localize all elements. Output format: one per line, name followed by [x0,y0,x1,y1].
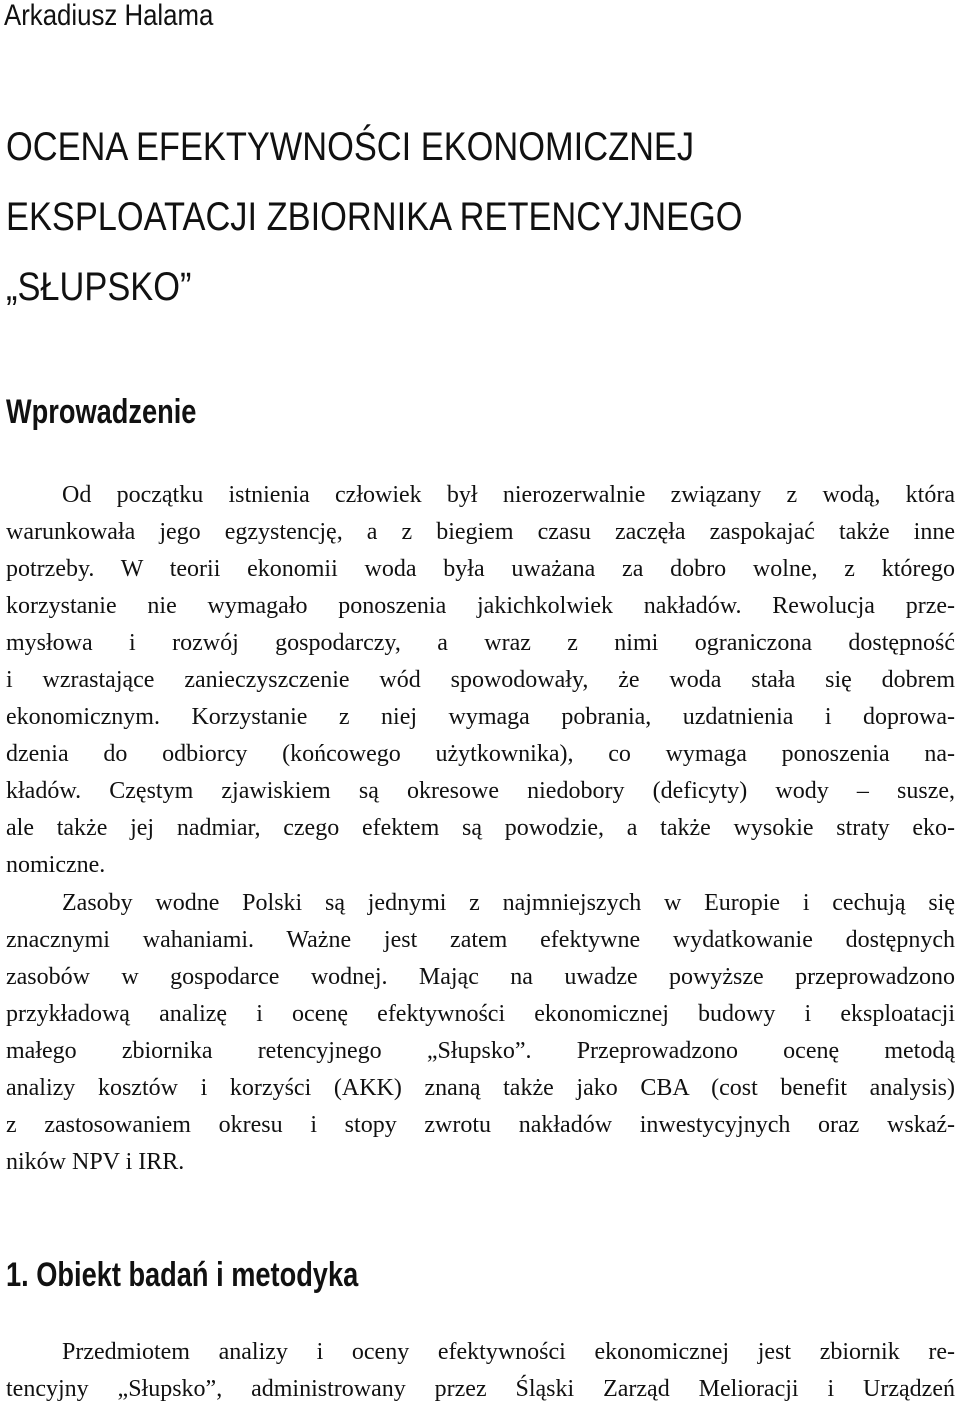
text-line: ale także jej nadmiar, czego efektem są powodzie, a także wysokie straty eko- [6,815,955,841]
text-line: dzenia do odbiorcy (końcowego użytkownika), co wymaga ponoszenia na- [6,741,955,767]
title-line: OCENA EFEKTYWNOŚCI EKONOMICZNEJ [6,125,695,169]
text-line: Przedmiotem analizy i oceny efektywności ekonomicznej jest zbiornik re- [62,1339,955,1365]
intro-paragraph-2 [6,885,955,1181]
text-line: nomiczne. [6,852,106,878]
text-line: ekonomicznym. Korzystanie z niej wymaga pobrania, uzdatnienia i doprowa- [6,704,955,730]
text-line: Od początku istnienia człowiek był nierozerwalnie związany z wodą, która [62,482,955,508]
text-line: z zastosowaniem okresu i stopy zwrotu nakładów inwestycyjnych oraz wskaź- [6,1112,955,1138]
title-line: „SŁUPSKO” [6,265,192,309]
text-line: kładów. Częstym zjawiskiem są okresowe niedobory (deficyty) wody – susze, [6,778,955,804]
text-line: i wzrastające zanieczyszczenie wód spowodowały, że woda stała się dobrem [6,667,955,693]
text-line: Zasoby wodne Polski są jednymi z najmniejszych w Europie i cechują się [62,890,955,916]
text-line: znacznymi wahaniami. Ważne jest zatem efektywne wydatkowanie dostępnych [6,927,955,953]
section-heading-object-and-methodology: 1. Obiekt badań i metodyka [6,1256,359,1294]
author-name: Arkadiusz Halama [4,0,214,32]
section1-paragraph-1 [6,1334,955,1408]
text-line: potrzeby. W teorii ekonomii woda była uważana za dobro wolne, z którego [6,556,955,582]
text-line: ników NPV i IRR. [6,1149,185,1175]
section-heading-introduction: Wprowadzenie [6,393,197,431]
text-line: warunkowała jego egzystencję, a z biegiem czasu zaczęła zaspokajać także inne [6,519,955,545]
text-line: zasobów w gospodarce wodnej. Mając na uwadze powyższe przeprowadzono [6,964,955,990]
text-line: analizy kosztów i korzyści (AKK) znaną także jako CBA (cost benefit analysis) [6,1075,955,1101]
text-line: mysłowa i rozwój gospodarczy, a wraz z nimi ograniczona dostępność [6,630,955,656]
text-line: tencyjny „Słupsko”, administrowany przez Śląski Zarząd Melioracji i Urządzeń [6,1376,955,1402]
text-line: małego zbiornika retencyjnego „Słupsko”. Przeprowadzono ocenę metodą [6,1038,955,1064]
title-line: EKSPLOATACJI ZBIORNIKA RETENCYJNEGO [6,195,743,239]
text-line: przykładową analizę i ocenę efektywności ekonomicznej budowy i eksploatacji [6,1001,955,1027]
text-line: korzystanie nie wymagało ponoszenia jakichkolwiek nakładów. Rewolucja prze- [6,593,955,619]
intro-paragraph-1 [6,477,955,884]
paper-title [6,112,743,322]
